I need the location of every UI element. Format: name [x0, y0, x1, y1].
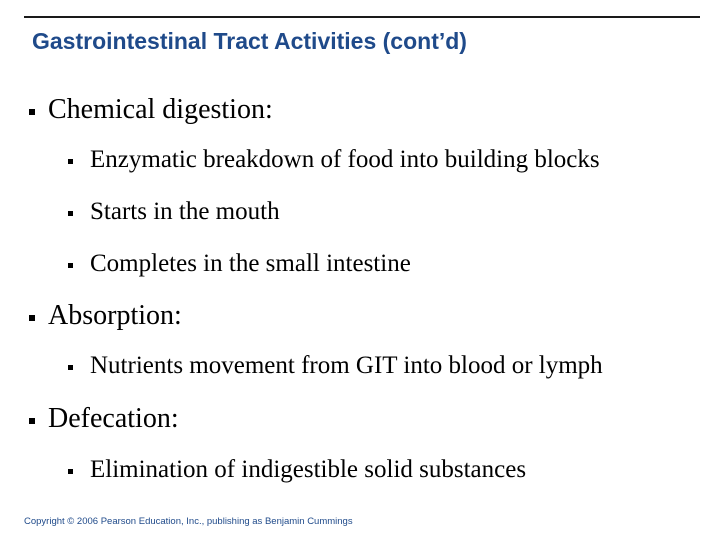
sub-bullet-nutrients-movement: [90, 352, 603, 380]
sub-bullet-completes-small-intestine: [90, 250, 411, 278]
sub-bullet-text: Nutrients movement from GIT into blood or lymph: [90, 352, 603, 379]
sub-bullet-text: Elimination of indigestible solid substances: [90, 456, 527, 483]
square-bullet-icon: [29, 109, 35, 115]
bullet-absorption: [48, 300, 182, 332]
square-bullet-icon: [68, 365, 73, 370]
sub-bullet-text: Starts in the mouth: [90, 198, 280, 225]
square-bullet-icon: [29, 418, 35, 424]
sub-bullet-text: Completes in the small intestine: [90, 250, 411, 277]
bullet-chemical-digestion: [48, 94, 273, 126]
square-bullet-icon: [29, 315, 35, 321]
top-divider: [24, 16, 700, 18]
sub-bullet-elimination: [90, 456, 526, 484]
bullet-text: Defecation:: [48, 403, 179, 434]
square-bullet-icon: [68, 211, 73, 216]
sub-bullet-starts-in-mouth: [90, 198, 280, 226]
square-bullet-icon: [68, 159, 73, 164]
copyright-footer: Copyright © 2006 Pearson Education, Inc., publishing as Benjamin Cummings: [24, 516, 353, 527]
square-bullet-icon: [68, 469, 73, 474]
square-bullet-icon: [68, 263, 73, 268]
bullet-text: Chemical digestion:: [48, 94, 273, 125]
bullet-text: Absorption:: [48, 300, 182, 331]
sub-bullet-enzymatic-breakdown: [90, 146, 600, 174]
slide-title: Gastrointestinal Tract Activities (cont’d): [32, 28, 467, 54]
sub-bullet-text: Enzymatic breakdown of food into building blocks: [90, 146, 600, 173]
bullet-defecation: [48, 403, 179, 435]
